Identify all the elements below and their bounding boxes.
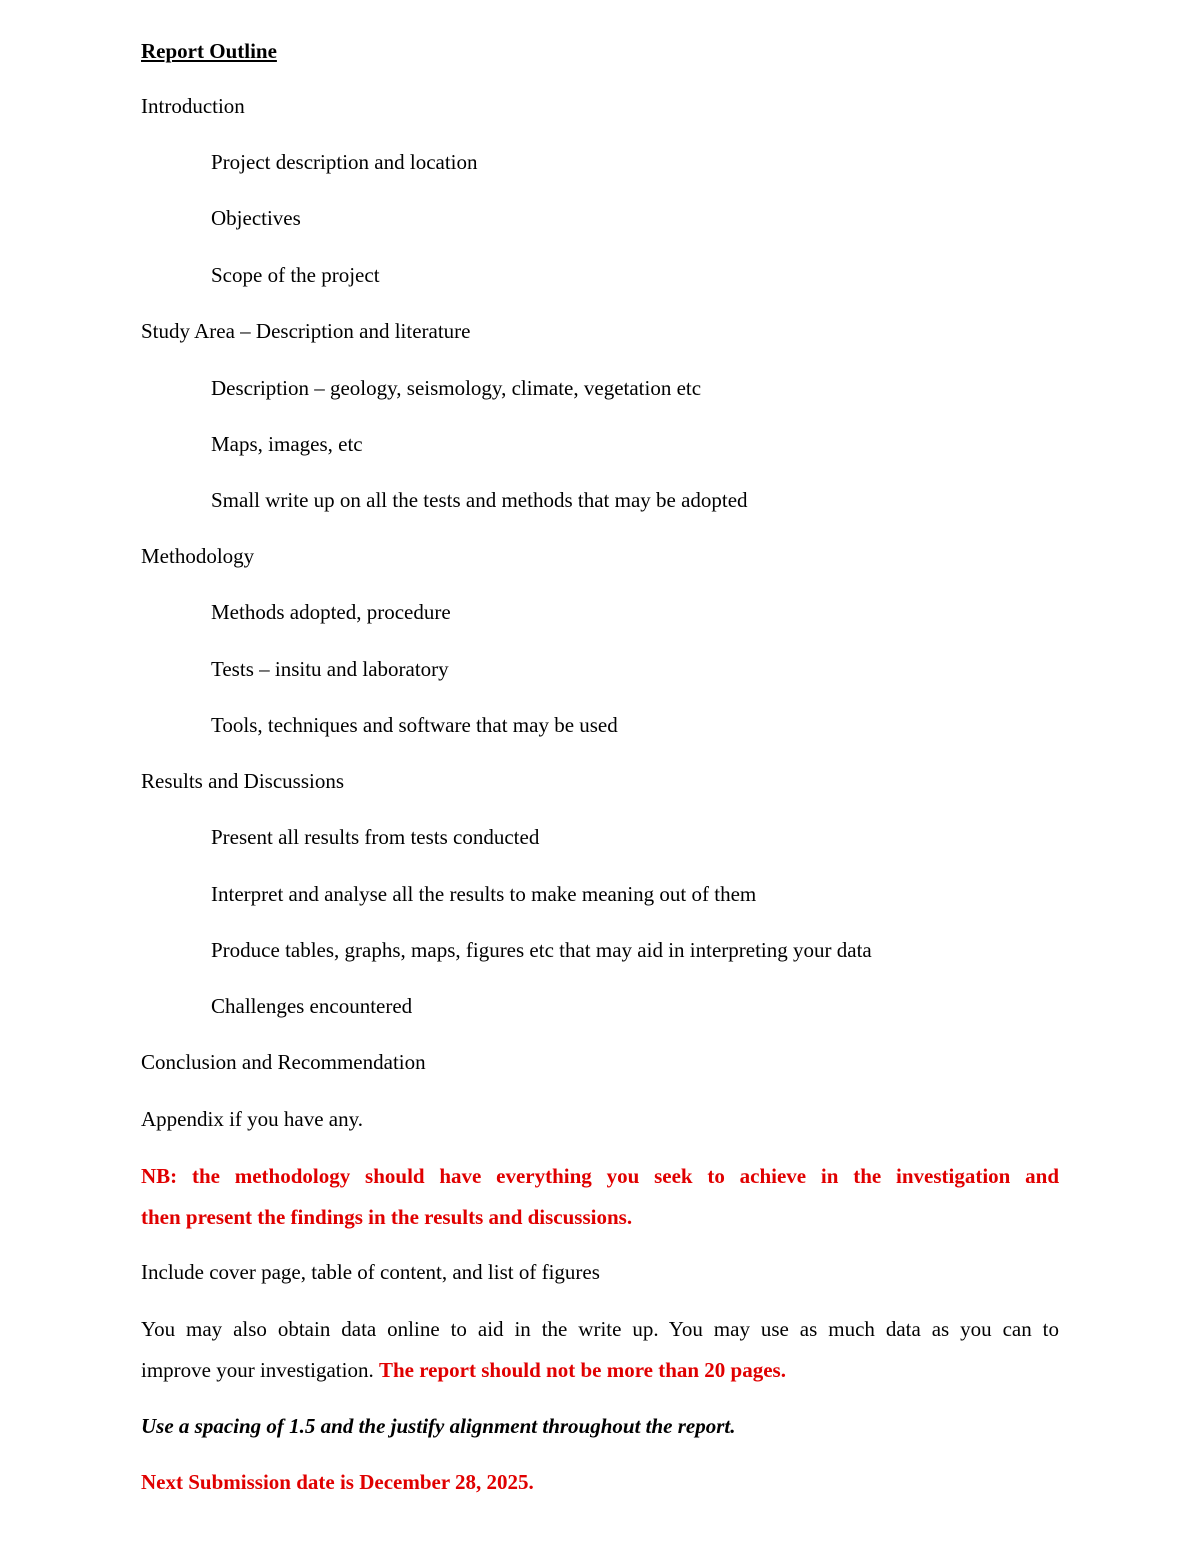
submission-date-note: Next Submission date is December 28, 2025. bbox=[141, 1470, 534, 1494]
list-item: Interpret and analyse all the results to make meaning out of them bbox=[211, 882, 757, 906]
page-limit-note: The report should not be more than 20 pages. bbox=[378, 1358, 786, 1382]
heading-results: Results and Discussions bbox=[141, 769, 345, 793]
list-item: Produce tables, graphs, maps, figures etc that may aid in interpreting your data bbox=[211, 938, 872, 962]
data-note-line-1: You may also obtain data online to aid in the write up. You may use as much data as you can to bbox=[141, 1317, 1059, 1341]
heading-study-area: Study Area – Description and literature bbox=[141, 319, 471, 343]
nb-note-line-1: NB: the methodology should have everything you seek to achieve in the investigation and bbox=[141, 1164, 1059, 1188]
list-item: Methods adopted, procedure bbox=[211, 600, 451, 624]
heading-introduction: Introduction bbox=[141, 94, 245, 118]
heading-conclusion: Conclusion and Recommendation bbox=[141, 1050, 426, 1074]
list-item: Maps, images, etc bbox=[211, 432, 363, 456]
include-note: Include cover page, table of content, and list of figures bbox=[141, 1260, 600, 1284]
list-item: Small write up on all the tests and methods that may be adopted bbox=[211, 488, 748, 512]
list-item: Scope of the project bbox=[211, 263, 380, 287]
list-item: Objectives bbox=[211, 206, 301, 230]
list-item: Challenges encountered bbox=[211, 994, 413, 1018]
list-item: Tests – insitu and laboratory bbox=[211, 657, 449, 681]
page-title: Report Outline bbox=[141, 39, 277, 63]
heading-appendix: Appendix if you have any. bbox=[141, 1107, 363, 1131]
nb-note-line-2: then present the findings in the results and discussions. bbox=[141, 1205, 633, 1229]
list-item: Project description and location bbox=[211, 150, 478, 174]
spacing-note: Use a spacing of 1.5 and the justify alignment throughout the report. bbox=[141, 1414, 736, 1438]
list-item: Description – geology, seismology, climate, vegetation etc bbox=[211, 376, 702, 400]
list-item: Present all results from tests conducted bbox=[211, 825, 540, 849]
data-note-line-2 bbox=[141, 1357, 786, 1383]
data-note-text: improve your investigation. bbox=[141, 1358, 374, 1382]
heading-methodology: Methodology bbox=[141, 544, 255, 568]
list-item: Tools, techniques and software that may be used bbox=[211, 713, 618, 737]
